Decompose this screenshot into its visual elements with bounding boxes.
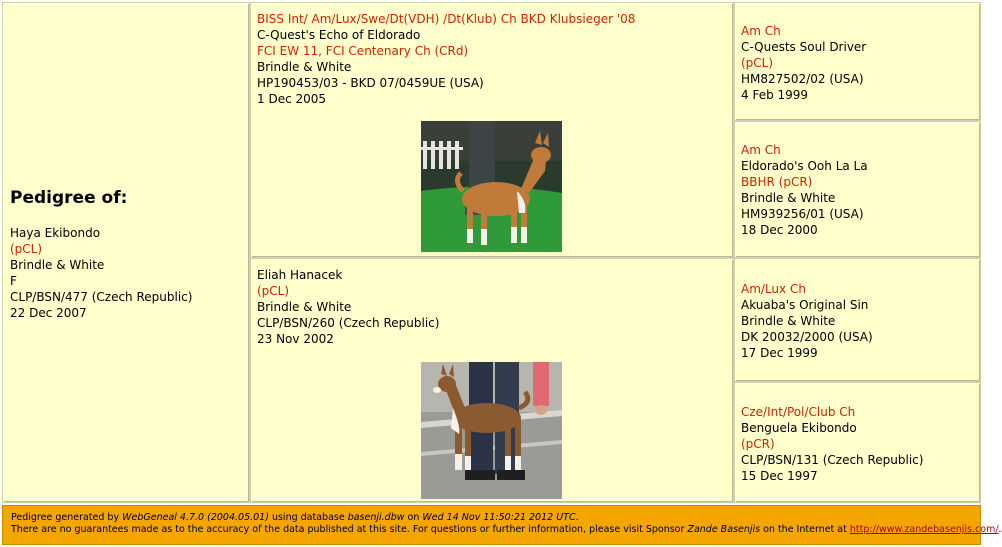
subject-sex: F (10, 274, 17, 288)
dam-sire-registration: DK 20032/2000 (USA) (741, 330, 873, 344)
subject-name: Haya Ekibondo (10, 226, 101, 240)
sire-registration: HP190453/03 - BKD 07/0459UE (USA) (257, 76, 484, 90)
dam-sire-titles-before: Am/Lux Ch (741, 282, 806, 296)
sire-name: C-Quest's Echo of Eldorado (257, 28, 421, 42)
sire-photo[interactable] (421, 121, 562, 252)
dam-dam-birth-date: 15 Dec 1997 (741, 469, 818, 483)
footer-line-disclaimer (11, 524, 1002, 536)
footer-line2-end: . (998, 524, 1002, 535)
dam-color: Brindle & White (257, 300, 352, 314)
dam-titles-after: (pCL) (257, 284, 290, 298)
subject-registration: CLP/BSN/477 (Czech Republic) (10, 290, 193, 304)
subject-color: Brindle & White (10, 258, 105, 272)
sire-titles-before: BISS Int/ Am/Lux/Swe/Dt(VDH) /Dt(Klub) Ch BKD Klubsieger '08 (257, 12, 636, 26)
dam-dam-name: Benguela Ekibondo (741, 421, 857, 435)
sire-dam-name: Eldorado's Ooh La La (741, 159, 868, 173)
footer-on: on (404, 512, 423, 523)
pedigree-heading: Pedigree of: (10, 188, 128, 208)
sire-dam-cell (734, 121, 981, 258)
sire-sire-registration: HM827502/02 (USA) (741, 72, 864, 86)
sire-birth-date: 1 Dec 2005 (257, 92, 327, 106)
dam-photo[interactable] (421, 362, 562, 499)
dam-birth-date: 23 Nov 2002 (257, 332, 334, 346)
sire-color: Brindle & White (257, 60, 352, 74)
sire-dam-birth-date: 18 Dec 2000 (741, 223, 818, 237)
footer (2, 505, 1002, 545)
dam-sire-color: Brindle & White (741, 314, 836, 328)
dam-cell (250, 258, 734, 503)
subject-cell (2, 2, 250, 503)
footer-database: basenji.dbw (347, 512, 405, 523)
footer-disclaimer-text: There are no guarantees made as to the accuracy of the data published at this site. For questions or further information, please visit Sponsor (11, 524, 688, 535)
sire-sire-titles-after: (pCL) (741, 56, 774, 70)
footer-software: WebGeneal 4.7.0 (2004.05.01) (122, 512, 269, 523)
dam-sire-birth-date: 17 Dec 1999 (741, 346, 818, 360)
dam-dam-registration: CLP/BSN/131 (Czech Republic) (741, 453, 924, 467)
sire-sire-titles-before: Am Ch (741, 24, 781, 38)
subject-titles: (pCL) (10, 242, 43, 256)
sire-dam-titles-before: Am Ch (741, 143, 781, 157)
dam-name: Eliah Hanacek (257, 268, 343, 282)
sire-dam-titles-after: BBHR (pCR) (741, 175, 813, 189)
footer-database-prefix: using database (268, 512, 348, 523)
dam-sire-cell (734, 258, 981, 382)
sire-dam-registration: HM939256/01 (USA) (741, 207, 864, 221)
sire-sire-name: C-Quests Soul Driver (741, 40, 867, 54)
footer-sponsor: Zande Basenjis (687, 524, 761, 535)
footer-generated-prefix: Pedigree generated by (11, 512, 123, 523)
dam-dam-cell (734, 382, 981, 503)
sire-titles-after: FCI EW 11, FCI Centenary Ch (CRd) (257, 44, 469, 58)
dam-sire-name: Akuaba's Original Sin (741, 298, 869, 312)
dam-dam-titles-after: (pCR) (741, 437, 775, 451)
dam-registration: CLP/BSN/260 (Czech Republic) (257, 316, 440, 330)
sire-sire-cell (734, 2, 981, 121)
sire-sire-birth-date: 4 Feb 1999 (741, 88, 809, 102)
footer-line1-end: . (575, 512, 579, 523)
dam-dam-titles-before: Cze/Int/Pol/Club Ch (741, 405, 856, 419)
footer-line-generated (11, 512, 974, 524)
footer-internet-text: on the Internet at (760, 524, 850, 535)
sire-cell (250, 2, 734, 258)
subject-birth-date: 22 Dec 2007 (10, 306, 87, 320)
sire-dam-color: Brindle & White (741, 191, 836, 205)
sponsor-link[interactable]: http://www.zandebasenjis.com/ (849, 524, 999, 535)
footer-generated-at: Wed 14 Nov 11:50:21 2012 UTC (422, 512, 576, 523)
